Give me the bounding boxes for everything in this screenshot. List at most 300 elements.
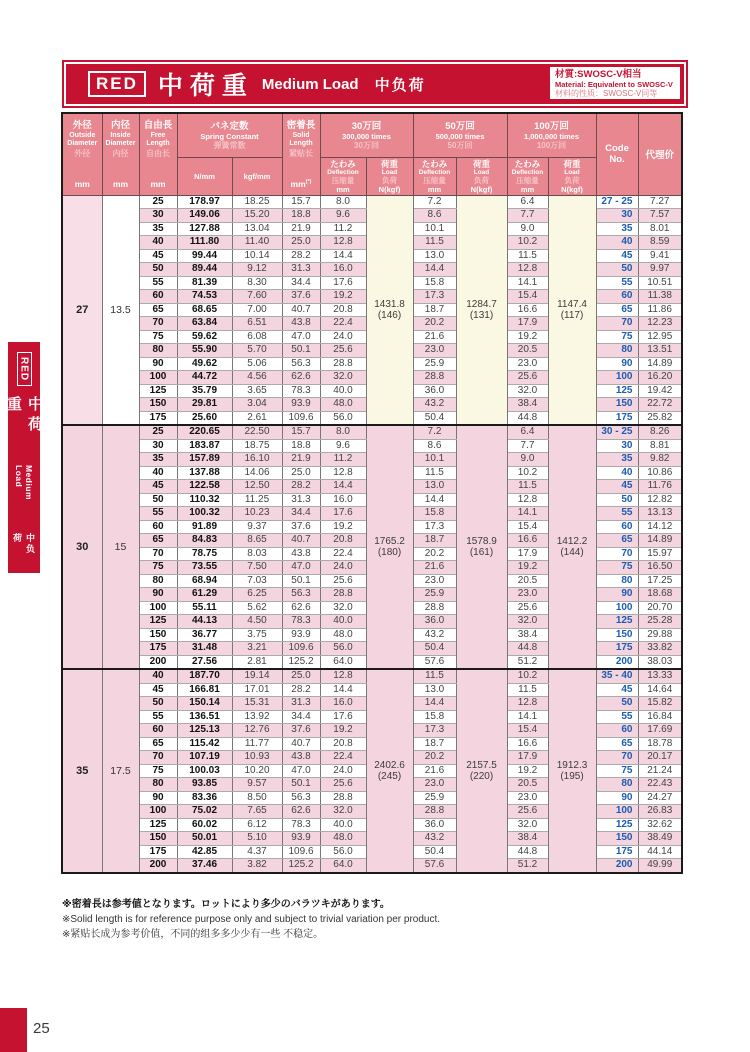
cell-spring-constant-n: 137.88 — [177, 466, 232, 480]
cell-deflection-1m: 14.1 — [507, 276, 548, 290]
cell-free-length: 65 — [139, 303, 177, 317]
cell-solid-length: 47.0 — [282, 764, 320, 778]
cell-deflection-500k: 21.6 — [413, 764, 456, 778]
cell-deflection-300k: 64.0 — [320, 655, 366, 669]
cell-code-no: 55 — [596, 276, 638, 290]
cell-deflection-300k: 22.4 — [320, 317, 366, 331]
cell-price: 16.20 — [638, 371, 682, 385]
cell-deflection-500k: 23.0 — [413, 574, 456, 588]
cell-code-no: 60 — [596, 724, 638, 738]
cell-deflection-300k: 17.6 — [320, 710, 366, 724]
cell-deflection-300k: 9.6 — [320, 209, 366, 223]
cell-deflection-500k: 23.0 — [413, 778, 456, 792]
cell-deflection-500k: 18.7 — [413, 534, 456, 548]
cell-spring-constant-n: 111.80 — [177, 236, 232, 250]
cell-spring-constant-kgf: 15.31 — [232, 697, 282, 711]
cell-deflection-300k: 24.0 — [320, 330, 366, 344]
cell-free-length: 65 — [139, 534, 177, 548]
col-header-kgf-per-mm: kgf/mm — [232, 157, 282, 195]
cell-deflection-1m: 9.0 — [507, 453, 548, 467]
cell-deflection-500k: 43.2 — [413, 628, 456, 642]
cell-load-1m — [548, 195, 596, 425]
cell-deflection-500k: 50.4 — [413, 411, 456, 425]
cell-free-length: 60 — [139, 290, 177, 304]
footnotes — [62, 897, 440, 942]
cell-free-length: 150 — [139, 398, 177, 412]
col-header-deflection-300k: たわみ Deflection 压缩量 mm — [320, 157, 366, 195]
load-value-kgf: (144) — [560, 547, 584, 558]
cell-price: 16.84 — [638, 710, 682, 724]
cell-price: 44.14 — [638, 845, 682, 859]
cell-spring-constant-kgf: 6.08 — [232, 330, 282, 344]
cell-code-no: 90 — [596, 791, 638, 805]
cell-spring-constant-n: 59.62 — [177, 330, 232, 344]
cell-deflection-500k: 8.6 — [413, 439, 456, 453]
cell-deflection-500k: 17.3 — [413, 520, 456, 534]
cell-spring-constant-n: 93.85 — [177, 778, 232, 792]
cell-deflection-1m: 19.2 — [507, 330, 548, 344]
cell-deflection-300k: 14.4 — [320, 480, 366, 494]
cell-solid-length: 40.7 — [282, 737, 320, 751]
cell-deflection-1m: 23.0 — [507, 357, 548, 371]
cell-deflection-500k: 11.5 — [413, 466, 456, 480]
cell-deflection-500k: 50.4 — [413, 642, 456, 656]
cell-deflection-1m: 11.5 — [507, 683, 548, 697]
cell-code-no: 35 — [596, 453, 638, 467]
cell-deflection-300k: 22.4 — [320, 547, 366, 561]
cell-code-no: 100 — [596, 601, 638, 615]
cell-free-length: 60 — [139, 724, 177, 738]
cell-deflection-300k: 40.0 — [320, 384, 366, 398]
cell-solid-length: 93.9 — [282, 628, 320, 642]
col-header-code-no: Code No. — [596, 113, 638, 195]
cell-deflection-300k: 17.6 — [320, 276, 366, 290]
cell-price: 10.86 — [638, 466, 682, 480]
cell-spring-constant-n: 83.36 — [177, 791, 232, 805]
cell-code-no: 125 — [596, 615, 638, 629]
cell-free-length: 80 — [139, 574, 177, 588]
cell-free-length: 40 — [139, 466, 177, 480]
cell-deflection-300k: 11.2 — [320, 453, 366, 467]
cell-spring-constant-kgf: 2.81 — [232, 655, 282, 669]
cell-solid-length: 62.6 — [282, 371, 320, 385]
cell-price: 14.64 — [638, 683, 682, 697]
cell-spring-constant-kgf: 7.00 — [232, 303, 282, 317]
load-value-kgf: (220) — [469, 770, 494, 782]
cell-load-500k — [456, 195, 507, 425]
cell-deflection-500k: 21.6 — [413, 330, 456, 344]
cell-spring-constant-kgf: 9.57 — [232, 778, 282, 792]
cell-deflection-500k: 20.2 — [413, 317, 456, 331]
cell-deflection-1m: 38.4 — [507, 832, 548, 846]
cell-free-length: 150 — [139, 832, 177, 846]
cell-free-length: 50 — [139, 263, 177, 277]
cell-free-length: 70 — [139, 751, 177, 765]
load-value-n: 1912.3 — [556, 759, 588, 771]
footnote-jp: ※密着長は参考値となります。ロットにより多少のバラツキがあります。 — [62, 899, 390, 910]
cell-spring-constant-kgf: 6.12 — [232, 818, 282, 832]
cell-solid-length: 37.6 — [282, 290, 320, 304]
cell-price: 15.82 — [638, 697, 682, 711]
cell-price: 24.27 — [638, 791, 682, 805]
cell-deflection-1m: 17.9 — [507, 751, 548, 765]
cell-price: 18.78 — [638, 737, 682, 751]
cell-spring-constant-kgf: 8.03 — [232, 547, 282, 561]
cell-price: 19.42 — [638, 384, 682, 398]
col-header-solid-length: 密着長 Solid Length 紧贴长 mm(*) — [282, 113, 320, 195]
cell-price: 22.43 — [638, 778, 682, 792]
cell-deflection-1m: 20.5 — [507, 344, 548, 358]
cell-load-500k — [456, 669, 507, 873]
cell-deflection-500k: 10.1 — [413, 222, 456, 236]
cell-deflection-300k: 19.2 — [320, 724, 366, 738]
cell-deflection-1m: 38.4 — [507, 628, 548, 642]
cell-spring-constant-n: 125.13 — [177, 724, 232, 738]
cell-spring-constant-n: 37.46 — [177, 859, 232, 873]
cell-spring-constant-kgf: 6.51 — [232, 317, 282, 331]
cell-code-no: 65 — [596, 534, 638, 548]
cell-deflection-500k: 57.6 — [413, 859, 456, 873]
table-row — [62, 669, 682, 683]
cell-solid-length: 56.3 — [282, 357, 320, 371]
cell-price: 9.41 — [638, 249, 682, 263]
cell-deflection-500k: 13.0 — [413, 683, 456, 697]
cell-deflection-1m: 11.5 — [507, 249, 548, 263]
cell-deflection-300k: 20.8 — [320, 303, 366, 317]
load-value-n: 2402.6 — [374, 759, 405, 771]
cell-spring-constant-n: 50.01 — [177, 832, 232, 846]
cell-code-no: 150 — [596, 832, 638, 846]
cell-deflection-300k: 56.0 — [320, 411, 366, 425]
cell-code-no: 45 — [596, 683, 638, 697]
cell-deflection-500k: 28.8 — [413, 805, 456, 819]
cell-solid-length: 37.6 — [282, 520, 320, 534]
cell-spring-constant-n: 150.14 — [177, 697, 232, 711]
cell-solid-length: 47.0 — [282, 561, 320, 575]
cell-spring-constant-n: 107.19 — [177, 751, 232, 765]
cell-spring-constant-kgf: 4.37 — [232, 845, 282, 859]
cell-spring-constant-kgf: 3.82 — [232, 859, 282, 873]
cell-deflection-500k: 36.0 — [413, 384, 456, 398]
load-value-n: 1284.7 — [466, 298, 497, 310]
cell-spring-constant-kgf: 5.70 — [232, 344, 282, 358]
cell-code-no: 35 - 40 — [596, 669, 638, 683]
cell-code-no: 40 — [596, 466, 638, 480]
cell-spring-constant-n: 187.70 — [177, 669, 232, 683]
cell-price: 21.24 — [638, 764, 682, 778]
col-header-outside-diameter: 外径 Outside Diameter 外径 mm — [62, 113, 102, 195]
cell-spring-constant-n: 29.81 — [177, 398, 232, 412]
cell-deflection-300k: 19.2 — [320, 290, 366, 304]
cell-spring-constant-kgf: 9.12 — [232, 263, 282, 277]
load-value-kgf: (245) — [377, 770, 402, 782]
cell-free-length: 100 — [139, 371, 177, 385]
table-row — [62, 425, 682, 439]
col-header-free-length: 自由長 Free Length 自由长 mm — [139, 113, 177, 195]
cell-deflection-1m: 19.2 — [507, 561, 548, 575]
cell-deflection-300k: 14.4 — [320, 249, 366, 263]
cell-free-length: 80 — [139, 344, 177, 358]
cell-code-no: 70 — [596, 547, 638, 561]
cell-code-no: 90 — [596, 357, 638, 371]
cell-price: 20.17 — [638, 751, 682, 765]
cell-deflection-1m: 15.4 — [507, 520, 548, 534]
cell-code-no: 70 — [596, 751, 638, 765]
cell-price: 9.82 — [638, 453, 682, 467]
cell-free-length: 90 — [139, 791, 177, 805]
cell-solid-length: 28.2 — [282, 683, 320, 697]
load-value-n: 1412.2 — [556, 536, 588, 547]
cell-deflection-300k: 16.0 — [320, 697, 366, 711]
cell-free-length: 40 — [139, 669, 177, 683]
cell-spring-constant-kgf: 3.65 — [232, 384, 282, 398]
cell-deflection-500k: 8.6 — [413, 209, 456, 223]
cell-deflection-1m: 38.4 — [507, 398, 548, 412]
cell-outside-diameter: 30 — [62, 425, 102, 669]
cell-price: 18.68 — [638, 588, 682, 602]
cell-deflection-1m: 25.6 — [507, 601, 548, 615]
cell-spring-constant-kgf: 12.50 — [232, 480, 282, 494]
col-header-500k-cycles: 50万回 500,000 times 50万回 — [413, 113, 507, 157]
cell-deflection-300k: 28.8 — [320, 791, 366, 805]
cell-spring-constant-n: 220.65 — [177, 425, 232, 439]
cell-solid-length: 125.2 — [282, 859, 320, 873]
cell-spring-constant-n: 149.06 — [177, 209, 232, 223]
cell-deflection-300k: 25.6 — [320, 344, 366, 358]
cell-spring-constant-kgf: 7.03 — [232, 574, 282, 588]
cell-deflection-500k: 15.8 — [413, 507, 456, 521]
table-body — [62, 195, 682, 873]
cell-deflection-1m: 17.9 — [507, 317, 548, 331]
cell-deflection-1m: 51.2 — [507, 859, 548, 873]
cell-solid-length: 93.9 — [282, 832, 320, 846]
cell-price: 25.28 — [638, 615, 682, 629]
cell-deflection-300k: 22.4 — [320, 751, 366, 765]
cell-deflection-1m: 51.2 — [507, 655, 548, 669]
cell-code-no: 70 — [596, 317, 638, 331]
cell-deflection-1m: 16.6 — [507, 534, 548, 548]
cell-solid-length: 109.6 — [282, 411, 320, 425]
cell-spring-constant-n: 73.55 — [177, 561, 232, 575]
cell-deflection-500k: 13.0 — [413, 249, 456, 263]
material-line-cn: 材料的性质：SWOSC-V同等 — [555, 89, 658, 98]
cell-solid-length: 15.7 — [282, 195, 320, 209]
cell-spring-constant-kgf: 10.93 — [232, 751, 282, 765]
cell-price: 14.12 — [638, 520, 682, 534]
cell-deflection-500k: 7.2 — [413, 425, 456, 439]
cell-deflection-1m: 10.2 — [507, 236, 548, 250]
cell-solid-length: 28.2 — [282, 249, 320, 263]
cell-spring-constant-kgf: 8.50 — [232, 791, 282, 805]
cell-free-length: 175 — [139, 642, 177, 656]
cell-price: 8.26 — [638, 425, 682, 439]
cell-price: 17.69 — [638, 724, 682, 738]
cell-price: 22.72 — [638, 398, 682, 412]
cell-price: 14.89 — [638, 357, 682, 371]
cell-price: 10.51 — [638, 276, 682, 290]
cell-deflection-300k: 8.0 — [320, 425, 366, 439]
cell-deflection-300k: 28.8 — [320, 357, 366, 371]
cell-free-length: 50 — [139, 697, 177, 711]
cell-code-no: 80 — [596, 574, 638, 588]
cell-solid-length: 37.6 — [282, 724, 320, 738]
cell-deflection-500k: 7.2 — [413, 195, 456, 209]
cell-deflection-300k: 28.8 — [320, 588, 366, 602]
side-tab-red-badge: RED — [17, 352, 32, 386]
page-title-jp: 中荷重 — [157, 72, 254, 100]
cell-load-1m — [548, 669, 596, 873]
cell-deflection-1m: 15.4 — [507, 724, 548, 738]
title-banner-inner — [66, 64, 684, 104]
cell-load-500k — [456, 425, 507, 669]
cell-solid-length: 50.1 — [282, 574, 320, 588]
cell-spring-constant-n: 68.65 — [177, 303, 232, 317]
col-header-price: 代理价 — [638, 113, 682, 195]
cell-spring-constant-n: 78.75 — [177, 547, 232, 561]
cell-free-length: 25 — [139, 425, 177, 439]
cell-deflection-500k: 14.4 — [413, 493, 456, 507]
cell-code-no: 90 — [596, 588, 638, 602]
cell-deflection-1m: 23.0 — [507, 588, 548, 602]
cell-free-length: 55 — [139, 710, 177, 724]
cell-deflection-500k: 28.8 — [413, 371, 456, 385]
cell-price: 49.99 — [638, 859, 682, 873]
cell-deflection-300k: 20.8 — [320, 737, 366, 751]
cell-deflection-1m: 23.0 — [507, 791, 548, 805]
cell-solid-length: 21.9 — [282, 453, 320, 467]
cell-spring-constant-kgf: 15.20 — [232, 209, 282, 223]
cell-price: 13.13 — [638, 507, 682, 521]
cell-load-300k — [366, 425, 413, 669]
cell-free-length: 35 — [139, 453, 177, 467]
cell-spring-constant-n: 44.72 — [177, 371, 232, 385]
cell-price: 33.82 — [638, 642, 682, 656]
cell-price: 13.51 — [638, 344, 682, 358]
cell-code-no: 27 - 25 — [596, 195, 638, 209]
cell-solid-length: 21.9 — [282, 222, 320, 236]
cell-spring-constant-kgf: 10.14 — [232, 249, 282, 263]
cell-spring-constant-kgf: 7.50 — [232, 561, 282, 575]
cell-code-no: 175 — [596, 845, 638, 859]
cell-solid-length: 109.6 — [282, 642, 320, 656]
cell-deflection-1m: 15.4 — [507, 290, 548, 304]
cell-price: 13.33 — [638, 669, 682, 683]
cell-deflection-1m: 20.5 — [507, 574, 548, 588]
cell-code-no: 30 — [596, 209, 638, 223]
cell-deflection-300k: 11.2 — [320, 222, 366, 236]
cell-code-no: 125 — [596, 818, 638, 832]
cell-deflection-300k: 48.0 — [320, 832, 366, 846]
cell-spring-constant-n: 42.85 — [177, 845, 232, 859]
cell-code-no: 50 — [596, 263, 638, 277]
cell-spring-constant-n: 183.87 — [177, 439, 232, 453]
cell-deflection-1m: 44.8 — [507, 411, 548, 425]
cell-deflection-500k: 18.7 — [413, 303, 456, 317]
cell-code-no: 80 — [596, 344, 638, 358]
red-series-badge: RED — [88, 71, 146, 97]
cell-deflection-300k: 24.0 — [320, 561, 366, 575]
cell-free-length: 45 — [139, 480, 177, 494]
cell-load-300k — [366, 669, 413, 873]
cell-solid-length: 62.6 — [282, 805, 320, 819]
cell-deflection-300k: 48.0 — [320, 628, 366, 642]
cell-solid-length: 28.2 — [282, 480, 320, 494]
cell-inside-diameter: 17.5 — [102, 669, 139, 873]
cell-deflection-500k: 21.6 — [413, 561, 456, 575]
cell-solid-length: 50.1 — [282, 344, 320, 358]
load-value-n: 1578.9 — [466, 536, 497, 547]
cell-solid-length: 62.6 — [282, 601, 320, 615]
cell-deflection-500k: 11.5 — [413, 236, 456, 250]
cell-price: 38.03 — [638, 655, 682, 669]
cell-code-no: 75 — [596, 764, 638, 778]
cell-spring-constant-n: 115.42 — [177, 737, 232, 751]
cell-price: 12.82 — [638, 493, 682, 507]
col-header-deflection-500k: たわみ Deflection 压缩量 mm — [413, 157, 456, 195]
cell-deflection-300k: 40.0 — [320, 615, 366, 629]
load-value-n: 1147.4 — [557, 298, 587, 310]
cell-deflection-300k: 32.0 — [320, 805, 366, 819]
cell-code-no: 50 — [596, 697, 638, 711]
cell-deflection-500k: 57.6 — [413, 655, 456, 669]
cell-deflection-300k: 40.0 — [320, 818, 366, 832]
material-spec-box — [549, 66, 681, 100]
side-tab-title-jp: 中荷重 — [5, 396, 43, 437]
cell-deflection-1m: 44.8 — [507, 845, 548, 859]
cell-deflection-1m: 14.1 — [507, 507, 548, 521]
load-value-kgf: (131) — [469, 309, 494, 321]
cell-deflection-300k: 17.6 — [320, 507, 366, 521]
cell-spring-constant-kgf: 2.61 — [232, 411, 282, 425]
cell-free-length: 35 — [139, 222, 177, 236]
cell-free-length: 55 — [139, 507, 177, 521]
cell-solid-length: 31.3 — [282, 697, 320, 711]
cell-spring-constant-n: 31.48 — [177, 642, 232, 656]
cell-free-length: 100 — [139, 805, 177, 819]
cell-solid-length: 18.8 — [282, 209, 320, 223]
cell-spring-constant-kgf: 6.25 — [232, 588, 282, 602]
cell-spring-constant-kgf: 14.06 — [232, 466, 282, 480]
cell-spring-constant-kgf: 12.76 — [232, 724, 282, 738]
cell-spring-constant-n: 178.97 — [177, 195, 232, 209]
cell-deflection-500k: 20.2 — [413, 547, 456, 561]
cell-deflection-500k: 36.0 — [413, 615, 456, 629]
footnote-en: ※Solid length is for reference purpose only and subject to trivial variation per product. — [62, 914, 441, 925]
cell-deflection-300k: 64.0 — [320, 859, 366, 873]
cell-code-no: 75 — [596, 561, 638, 575]
cell-code-no: 45 — [596, 480, 638, 494]
cell-free-length: 25 — [139, 195, 177, 209]
cell-spring-constant-kgf: 3.75 — [232, 628, 282, 642]
cell-spring-constant-kgf: 13.92 — [232, 710, 282, 724]
cell-deflection-1m: 20.5 — [507, 778, 548, 792]
cell-spring-constant-kgf: 18.25 — [232, 195, 282, 209]
cell-solid-length: 40.7 — [282, 534, 320, 548]
cell-deflection-1m: 32.0 — [507, 818, 548, 832]
cell-solid-length: 125.2 — [282, 655, 320, 669]
cell-code-no: 200 — [596, 859, 638, 873]
cell-free-length: 100 — [139, 601, 177, 615]
cell-free-length: 70 — [139, 317, 177, 331]
cell-deflection-500k: 25.9 — [413, 588, 456, 602]
cell-free-length: 65 — [139, 737, 177, 751]
spec-table — [61, 112, 683, 874]
cell-spring-constant-n: 61.29 — [177, 588, 232, 602]
cell-spring-constant-kgf: 4.50 — [232, 615, 282, 629]
cell-solid-length: 50.1 — [282, 778, 320, 792]
cell-deflection-300k: 32.0 — [320, 371, 366, 385]
cell-spring-constant-n: 55.90 — [177, 344, 232, 358]
